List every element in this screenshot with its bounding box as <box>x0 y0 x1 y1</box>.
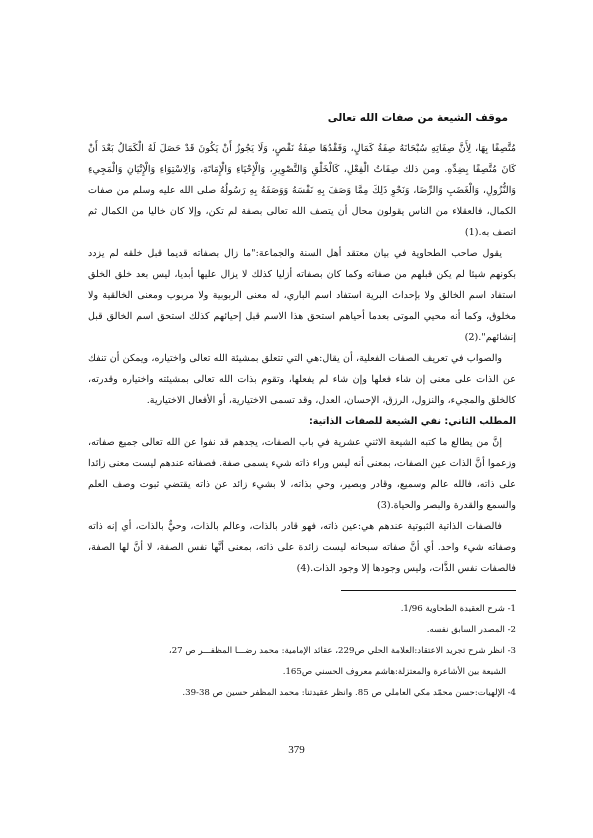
paragraph: يقول صاحب الطحاوية في بيان معتقد أهل السنة والجماعة:"ما زال بصفاته قديما قبل خلقه لم يزدد بكونهم شيئا لم يكن قبلهم من صفاته وكما كان بصفاته أزليا كذلك لا يزال عليها أبديا، ليس بعد خلق الخلق استفاد اسم الخالق ولا بإحداث البرية استفاد اسم الباري، له معنى الربوبية ولا مربوب ومعنى الخالقية ولا مخلوق، وكما أنه محيي الموتى بعدما أحياهم استحق هذا الاسم قبل إحيائهم كذلك استحق اسم الخالق قبل إنشائهم".(2) <box>88 248 516 343</box>
footnotes <box>88 590 516 704</box>
footnote: 1- شرح العقيدة الطحاوية 1/96. <box>400 604 516 614</box>
paragraph: إنَّ من يطالع ما كتبه الشيعة الاثني عشرية في باب الصفات، يجدهم قد نفوا عن الله تعالى جميع صفاته، وزعموا أنَّ الذات عين الصفات، بمعنى أنه ليس وراء ذاته شيء يسمى صفة. فصفاته عندهم ليست معنى زائدا على ذاته، فالله عالم وسميع، وقادر وبصير، وحي بذاته، لا بشيء زائد عن ذاته يقتضي ثبوت وصف العلم والسمع والقدرة والبصر والحياة.(3) <box>88 437 516 511</box>
body-text <box>88 112 516 579</box>
footnote: 3- انظر شرح تجريد الاعتقاد:العلامة الحلي ص229، عقائد الإمامية: محمد رضـــا المظفـــر ص 27، <box>168 646 516 656</box>
paragraph: والصواب في تعريف الصفات الفعلية، أن يقال:هي التي تتعلق بمشيئة الله تعالى واختياره، ويمكن أن تنفك عن الذات على معنى إن شاء فعلها وإن شاء لم يفعلها، وتقوم بذات الله تعالى بمشيئته واختياره وقدرته، كالخلق والمجيء، والنزول، الرزق، الإحسان، العدل، وقد تسمى الاختيارية، أو الأفعال الاختيارية. <box>88 353 516 406</box>
page-number: 379 <box>288 744 305 756</box>
footnote-continuation: الشيعة بين الأشاعرة والمعتزلة:هاشم معروف الحسني ص165. <box>282 667 506 677</box>
footnote: 4- الإلهيات:حسن محمّد مكي العاملي ص 85. وانظر عقيدتنا: محمد المظفر حسين ص 38-39. <box>182 688 516 698</box>
paragraph: مُتَّصِفًا بِهَا، لِأَنَّ صِفَاتِهِ سُبْحَانَهُ صِفَةُ كَمَالٍ، وَفَقْدُهَا صِفَةُ نَقْصٍ، وَلَا يَجُوزُ أَنْ يَكُونَ قَدْ حَصَلَ لَهُ الْكَمَالُ بَعْدَ أَنْ كَانَ مُتَّصِفًا بِضِدِّهِ. ومن ذلك صِفَاتُ الْفِعْلِ، كَالْخَلْقِ وَالتَّصْوِيرِ، وَالْإِحْيَاءِ وَالْإِمَاتَةِ، وَالِاسْتِوَاءِ وَالْإِتْيَانِ وَالْمَجِيءِ وَالنُّزُولِ، وَالْغَضَبِ وَالرِّضَا، وَنَحْوِ ذَلِكَ مِمَّا وَصَفَ بِهِ نَفْسَهُ وَوَصَفَهُ بِهِ رَسُولُهُ صلى الله عليه وسلم من صفات الكمال، فالعقلاء من الناس يقولون محال أن يتصف الله تعالى بصفة لم تكن، وإلا كان خاليا من الكمال ثم اتصف به.(1) <box>88 143 516 238</box>
paragraph: فالصفات الذاتية الثبوتية عندهم هي:عين ذاته، فهو قادر بالذات، وعالم بالذات، وحيٌّ بالذات، أي إنه ذاته وصفاته شيء واحد. أي أنَّ صفاته سبحانه ليست زائدة على ذاته، بمعنى أنَّها نفس الصفة، لا أنَّ لها الصفة، فالصفات نفس الذَّات، وليس وجودها إلا وجود الذات.(4) <box>88 521 516 574</box>
section-heading: المطلب الثاني: نفي الشيعة للصفات الذاتية: <box>308 416 516 427</box>
page-title: موقف الشيعة من صفات الله تعالى <box>327 112 508 124</box>
footnote: 2- المصدر السابق نفسه. <box>426 625 516 635</box>
footnote-divider <box>341 590 516 591</box>
